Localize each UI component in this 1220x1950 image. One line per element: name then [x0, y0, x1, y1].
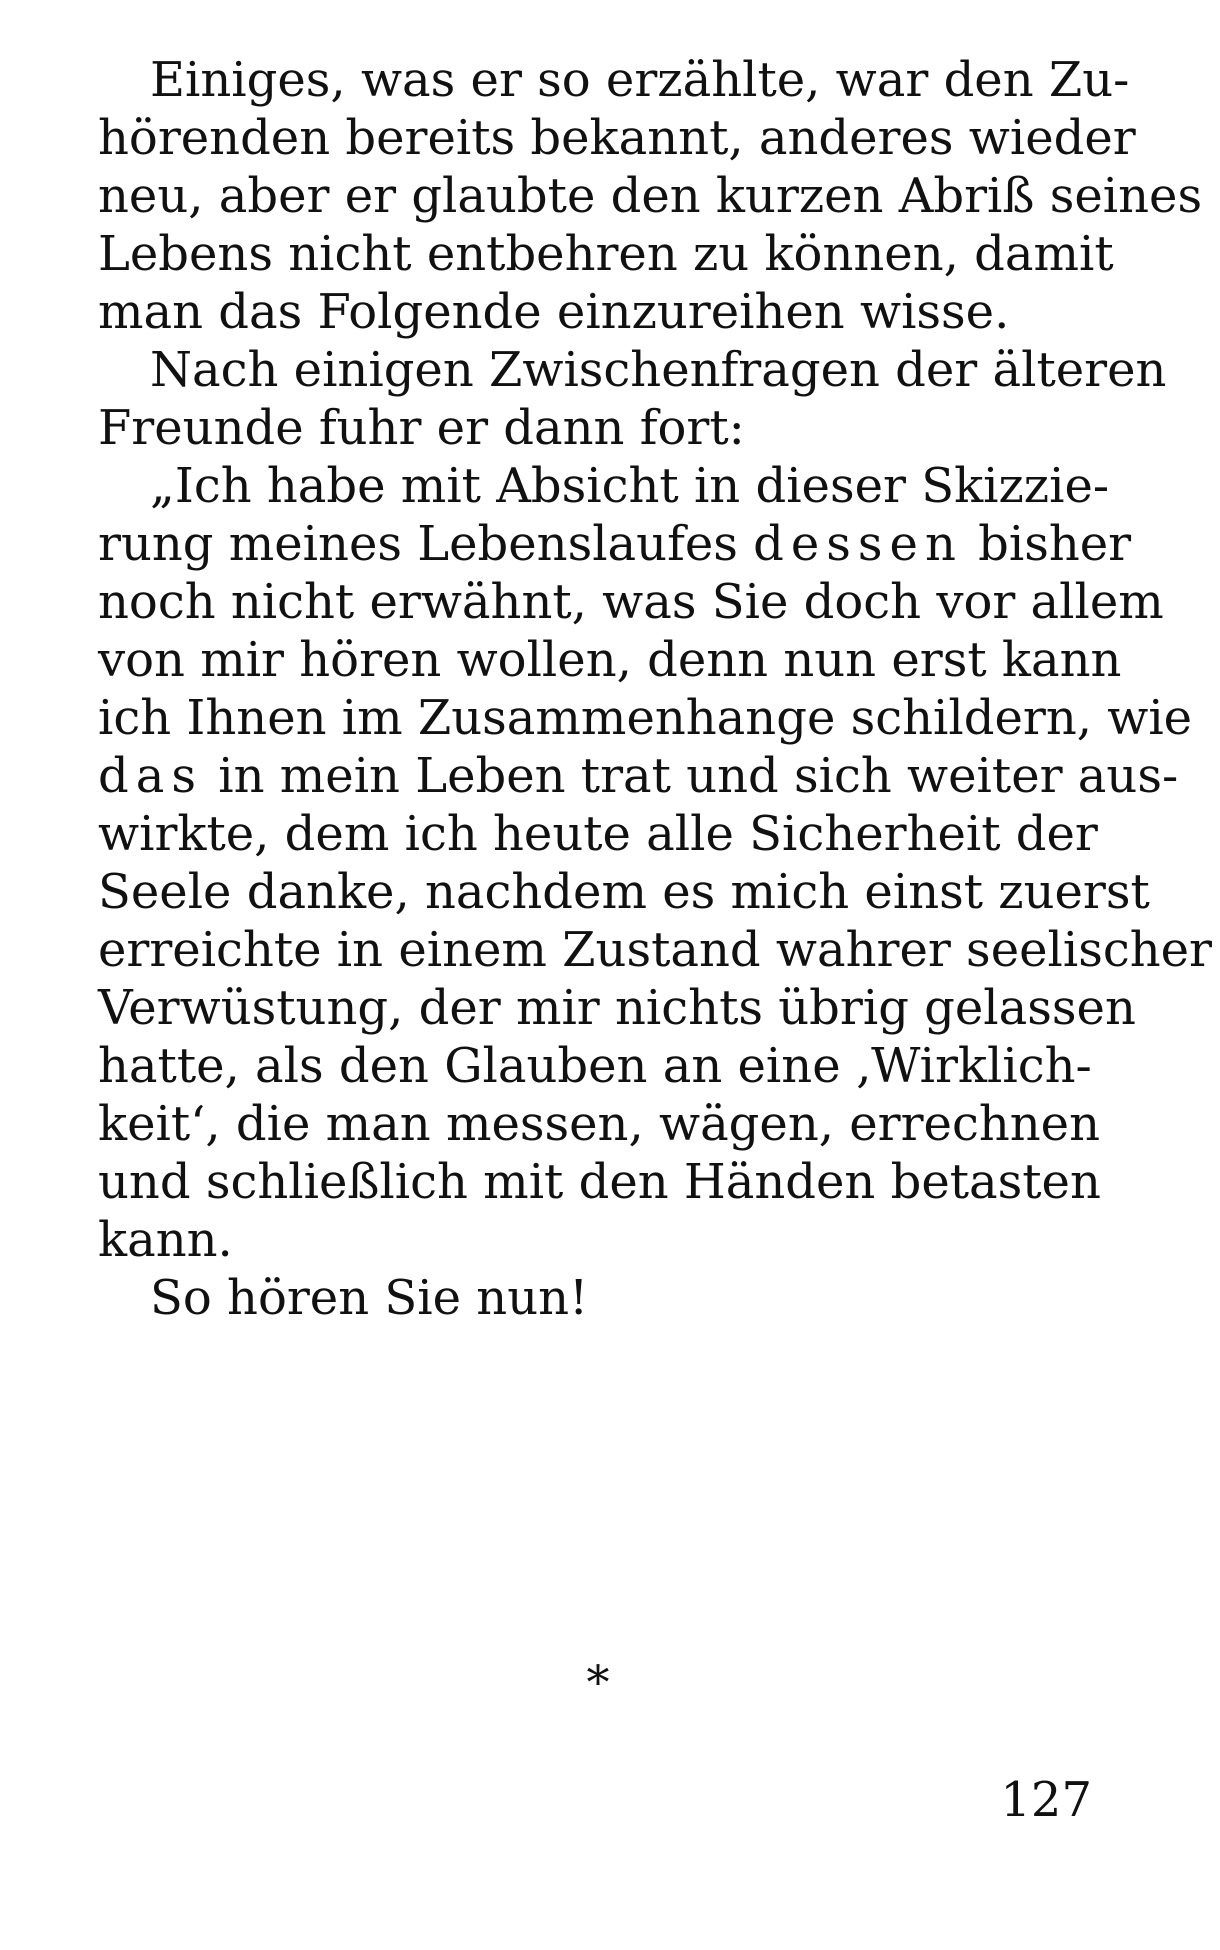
text-line: noch nicht erwähnt, was Sie doch vor allem: [98, 574, 1164, 630]
text-line: ich Ihnen im Zusammenhange schildern, wie: [98, 690, 1193, 746]
text-line: „Ich habe mit Absicht in dieser Skizzie-: [150, 458, 1110, 514]
text-line: Nach einigen Zwischenfragen der älteren: [150, 342, 1167, 398]
text-line: rung meines Lebenslaufes dessen bisher: [98, 516, 1132, 572]
text-line: Lebens nicht entbehren zu können, damit: [98, 226, 1114, 282]
emphasized-word: das: [98, 748, 203, 804]
text-line: hatte, als den Glauben an eine ‚Wirklich-: [98, 1038, 1092, 1094]
text-line: kann.: [98, 1212, 233, 1268]
text-line: das in mein Leben trat und sich weiter aus-: [98, 748, 1179, 804]
text-line: und schließlich mit den Händen betasten: [98, 1154, 1101, 1210]
text-line: Seele danke, nachdem es mich einst zuerst: [98, 864, 1150, 920]
text-line: man das Folgende einzureihen wisse.: [98, 284, 1010, 340]
emphasized-word: dessen: [753, 516, 963, 572]
text-line: Einiges, was er so erzählte, war den Zu-: [150, 52, 1130, 108]
text-line: hörenden bereits bekannt, anderes wieder: [98, 110, 1136, 166]
page-number: 127: [1000, 1772, 1092, 1828]
text-line: neu, aber er glaubte den kurzen Abriß seines: [98, 168, 1203, 224]
text-line: von mir hören wollen, denn nun erst kann: [98, 632, 1122, 688]
text-line: wirkte, dem ich heute alle Sicherheit der: [98, 806, 1098, 862]
text-line: Freunde fuhr er dann fort:: [98, 400, 745, 456]
section-separator: *: [586, 1655, 610, 1709]
text-line: erreichte in einem Zustand wahrer seelischer: [98, 922, 1212, 978]
text-line: So hören Sie nun!: [150, 1270, 589, 1326]
text-line: keit‘, die man messen, wägen, errechnen: [98, 1096, 1100, 1152]
text-line: Verwüstung, der mir nichts übrig gelassen: [98, 980, 1136, 1036]
